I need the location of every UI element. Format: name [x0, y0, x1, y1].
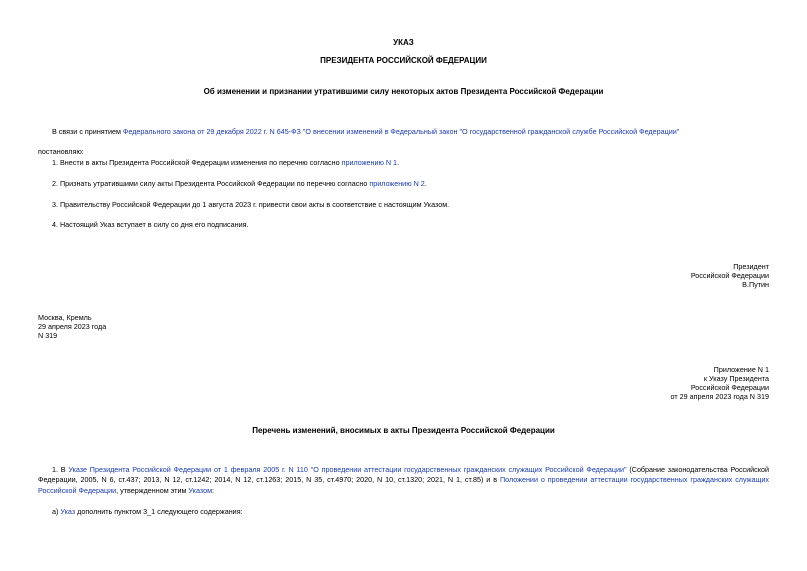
preamble: В связи с принятием Федерального закона от 29 декабря 2022 г. N 645-ФЗ "О внесении изменений в Федеральный закон "О государственной гражданской службе Российской Федерации" — [52, 127, 680, 136]
doc-heading: Об изменении и признании утратившими силу некоторых актов Президента Российской Федерации — [203, 87, 604, 96]
doc-issuer: ПРЕЗИДЕНТА РОССИЙСКОЙ ФЕДЕРАЦИИ — [320, 56, 487, 65]
change-1: 1. В Указе Президента Российской Федерации от 1 февраля 2005 г. N 110 "О проведении аттестации государственных гражданских служащих Российской Федерации" (Собрание законодательства Российской Федерации, 2005, N 6, ст.437; 2013, N 12, ст.1242; 2014, N 12, ст.1263; 2015, N 35, ст.4970; 2020, N 10, ст.1320; 2021, N 1, ст.85) и в Положении о проведении аттестации государственных гражданских служащих Российской Федерации, утвержденном этим Указом: — [38, 465, 770, 495]
appendix-2-link[interactable]: приложению N 2 — [369, 179, 425, 188]
signature-line-1: Президент — [733, 262, 769, 271]
decree-link[interactable]: Указом — [188, 485, 213, 495]
decree-short-link[interactable]: Указ — [60, 507, 76, 516]
appendix-heading: Перечень изменений, вносимых в акты Президента Российской Федерации — [252, 426, 555, 435]
attestation-regulation-link[interactable]: Положении о проведении аттестации государственных гражданских служащих Российской Федерации — [38, 475, 770, 495]
change-1a: а) Указ дополнить пунктом 3_1 следующего содержания: — [52, 507, 243, 516]
appendix-ref-line-3: Российской Федерации — [690, 383, 769, 392]
signature-line-3: В.Путин — [742, 280, 769, 289]
signature-block — [691, 262, 769, 289]
decree-110-link[interactable]: Указе Президента Российской Федерации от 1 февраля 2005 г. N 110 "О проведении аттестации государственных гражданских служащих Российской Федерации" — [68, 465, 627, 474]
doc-number: N 319 — [38, 331, 58, 340]
item-4: 4. Настоящий Указ вступает в силу со дня его подписания. — [52, 220, 249, 229]
doc-type-title: УКАЗ — [393, 38, 414, 47]
date: 29 апреля 2023 года — [38, 322, 107, 331]
place: Москва, Кремль — [38, 313, 92, 322]
appendix-1-link[interactable]: приложению N 1 — [341, 158, 398, 167]
appendix-reference — [670, 365, 769, 401]
place-date-block — [38, 313, 106, 340]
item-2: 2. Признать утратившими силу акты Президента Российской Федерации по перечню согласно приложению N 2. — [52, 179, 427, 188]
appendix-ref-line-4: от 29 апреля 2023 года N 319 — [670, 392, 769, 401]
appendix-ref-line-2: к Указу Президента — [703, 374, 769, 383]
item-1: 1. Внести в акты Президента Российской Федерации изменения по перечню согласно приложению N 1. — [52, 158, 400, 167]
federal-law-link[interactable]: Федерального закона от 29 декабря 2022 г. N 645-ФЗ "О внесении изменений в Федеральный закон "О государственной гражданской службе Российской Федерации" — [122, 127, 680, 136]
item-3: 3. Правительству Российской Федерации до 1 августа 2023 г. привести свои акты в соответствие с настоящим Указом. — [52, 200, 450, 209]
appendix-ref-line-1: Приложение N 1 — [713, 365, 769, 374]
signature-line-2: Российской Федерации — [690, 271, 769, 280]
resolve-text: постановляю: — [38, 147, 84, 156]
